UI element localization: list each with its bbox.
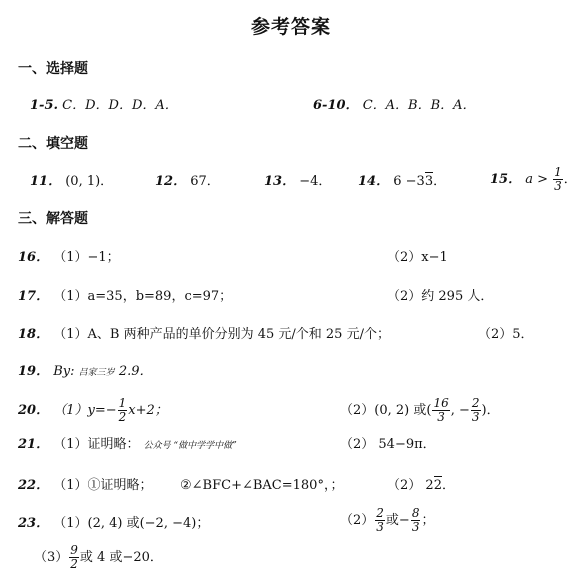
question-label: 23． [18, 516, 50, 531]
section-heading-solutions: 三、解答题 [18, 211, 88, 227]
answer-q23-part3 [34, 544, 163, 571]
answer-q23-part1 [18, 517, 209, 530]
answer-prefix: （2） [340, 513, 375, 528]
watermark-note: 公众号 “做中学学中做” [143, 441, 237, 451]
mc-values-6-10: C．A．B．B．A． [362, 98, 476, 113]
answer-value: 67． [190, 174, 220, 189]
answer-q13 [264, 175, 331, 188]
answer-suffix: x+2； [128, 403, 168, 418]
answer-suffix: ； [421, 513, 435, 528]
answer-q12 [155, 175, 220, 188]
separator: , − [450, 403, 470, 418]
page-title: 参考答案 [251, 16, 332, 38]
answer-value: 6 −3 [393, 174, 425, 189]
question-label: 16． [18, 250, 50, 265]
question-label: 12． [155, 174, 187, 189]
denominator: 3 [471, 410, 480, 424]
denominator: 3 [437, 410, 445, 424]
numerator: 16 [433, 396, 449, 410]
fraction [432, 397, 449, 424]
question-label: 18． [18, 327, 50, 342]
denominator: 2 [70, 557, 78, 571]
answer-value: a > [525, 172, 549, 187]
numerator: 2 [376, 506, 384, 520]
mc-values-1-5: C．D．D．D．A． [62, 98, 178, 113]
answer-suffix: ． [563, 172, 577, 187]
answer-q14 [358, 175, 446, 188]
section-heading-multiple-choice: 一、选择题 [18, 61, 88, 77]
fraction [69, 544, 79, 571]
answer-q20-part1 [18, 397, 168, 424]
section-heading-fill-blank: 二、填空题 [18, 136, 88, 152]
mc-answers-1-5 [30, 99, 178, 112]
answer-q21-part1 [18, 438, 237, 451]
answer-q23-part2 [340, 507, 434, 534]
answer-q16-part2: （2）x−1 [387, 250, 448, 265]
denominator: 3 [411, 520, 420, 534]
answer-prefix: （2） 2 [387, 478, 434, 493]
fraction [553, 166, 563, 193]
answer-prefix: （1）y=− [53, 403, 117, 418]
answer-suffix: )． [481, 403, 500, 418]
question-label: 17． [18, 289, 50, 304]
answer-value: （1）①证明略； [53, 478, 153, 493]
answer-suffix: ． [433, 174, 447, 189]
answer-q21-part2: （2） 54−9π． [340, 437, 436, 452]
answer-value: （1）证明略： [53, 437, 140, 452]
separator: 或− [385, 513, 410, 528]
denominator: 3 [376, 520, 384, 534]
mc-label-6-10: 6-10． [313, 98, 359, 113]
answer-value: （1）A、B 两种产品的单价分别为 45 元/个和 25 元/个； [53, 327, 390, 342]
fraction [411, 507, 421, 534]
fraction [375, 507, 385, 534]
numerator: 2 [471, 396, 480, 410]
fraction [471, 397, 481, 424]
answer-q19 [18, 365, 153, 378]
question-label: 22． [18, 478, 50, 493]
answer-suffix: ． [441, 478, 455, 493]
mc-answers-6-10 [313, 99, 476, 112]
sqrt-radicand: 2 [433, 478, 442, 493]
answer-prefix: （2）(0, 2) 或( [340, 403, 432, 418]
answer-value: (0, 1)． [65, 174, 114, 189]
question-label: 15． [490, 172, 522, 187]
answer-q16-part1 [18, 251, 120, 264]
question-label: 14． [358, 174, 390, 189]
denominator: 2 [118, 410, 127, 424]
question-label: 11． [30, 174, 62, 189]
mc-label-1-5: 1-5. [30, 98, 59, 113]
answer-q11 [30, 175, 113, 188]
answer-suffix: 或 4 或−20． [79, 550, 163, 565]
answer-q22-part1b: ②∠BFC+∠BAC=180°，； [180, 478, 344, 493]
denominator: 3 [554, 179, 562, 193]
numerator: 1 [118, 396, 127, 410]
answer-q20-part2 [340, 397, 500, 424]
answer-q17-part1 [18, 290, 232, 303]
sqrt-radicand: 3 [424, 174, 434, 189]
numerator: 8 [411, 506, 420, 520]
answer-q18-part2: （2）5． [478, 327, 534, 342]
answer-value: （1）a=35，b=89，c=97； [53, 289, 233, 304]
answer-q22-part2 [387, 479, 455, 492]
fraction [118, 397, 128, 424]
answer-value: （1）(2, 4) 或(−2, −4)； [53, 516, 210, 531]
answer-prefix: （3） [34, 550, 69, 565]
answer-q15 [490, 166, 577, 193]
answer-q17-part2: （2）约 295 人． [387, 289, 494, 304]
question-label: 21． [18, 437, 50, 452]
question-label: 13． [264, 174, 296, 189]
answer-q22-part1 [18, 479, 153, 492]
question-label: 20． [18, 403, 50, 418]
signature-note: 吕家三岁 [78, 368, 115, 378]
answer-value: （1）−1； [53, 250, 120, 265]
answer-value: −4． [299, 174, 332, 189]
answer-q18-part1 [18, 328, 390, 341]
question-label: 19． [18, 364, 50, 379]
answer-prefix: By: [53, 364, 75, 379]
numerator: 9 [70, 543, 78, 557]
numerator: 1 [554, 165, 562, 179]
answer-value: 2.9． [118, 364, 153, 379]
